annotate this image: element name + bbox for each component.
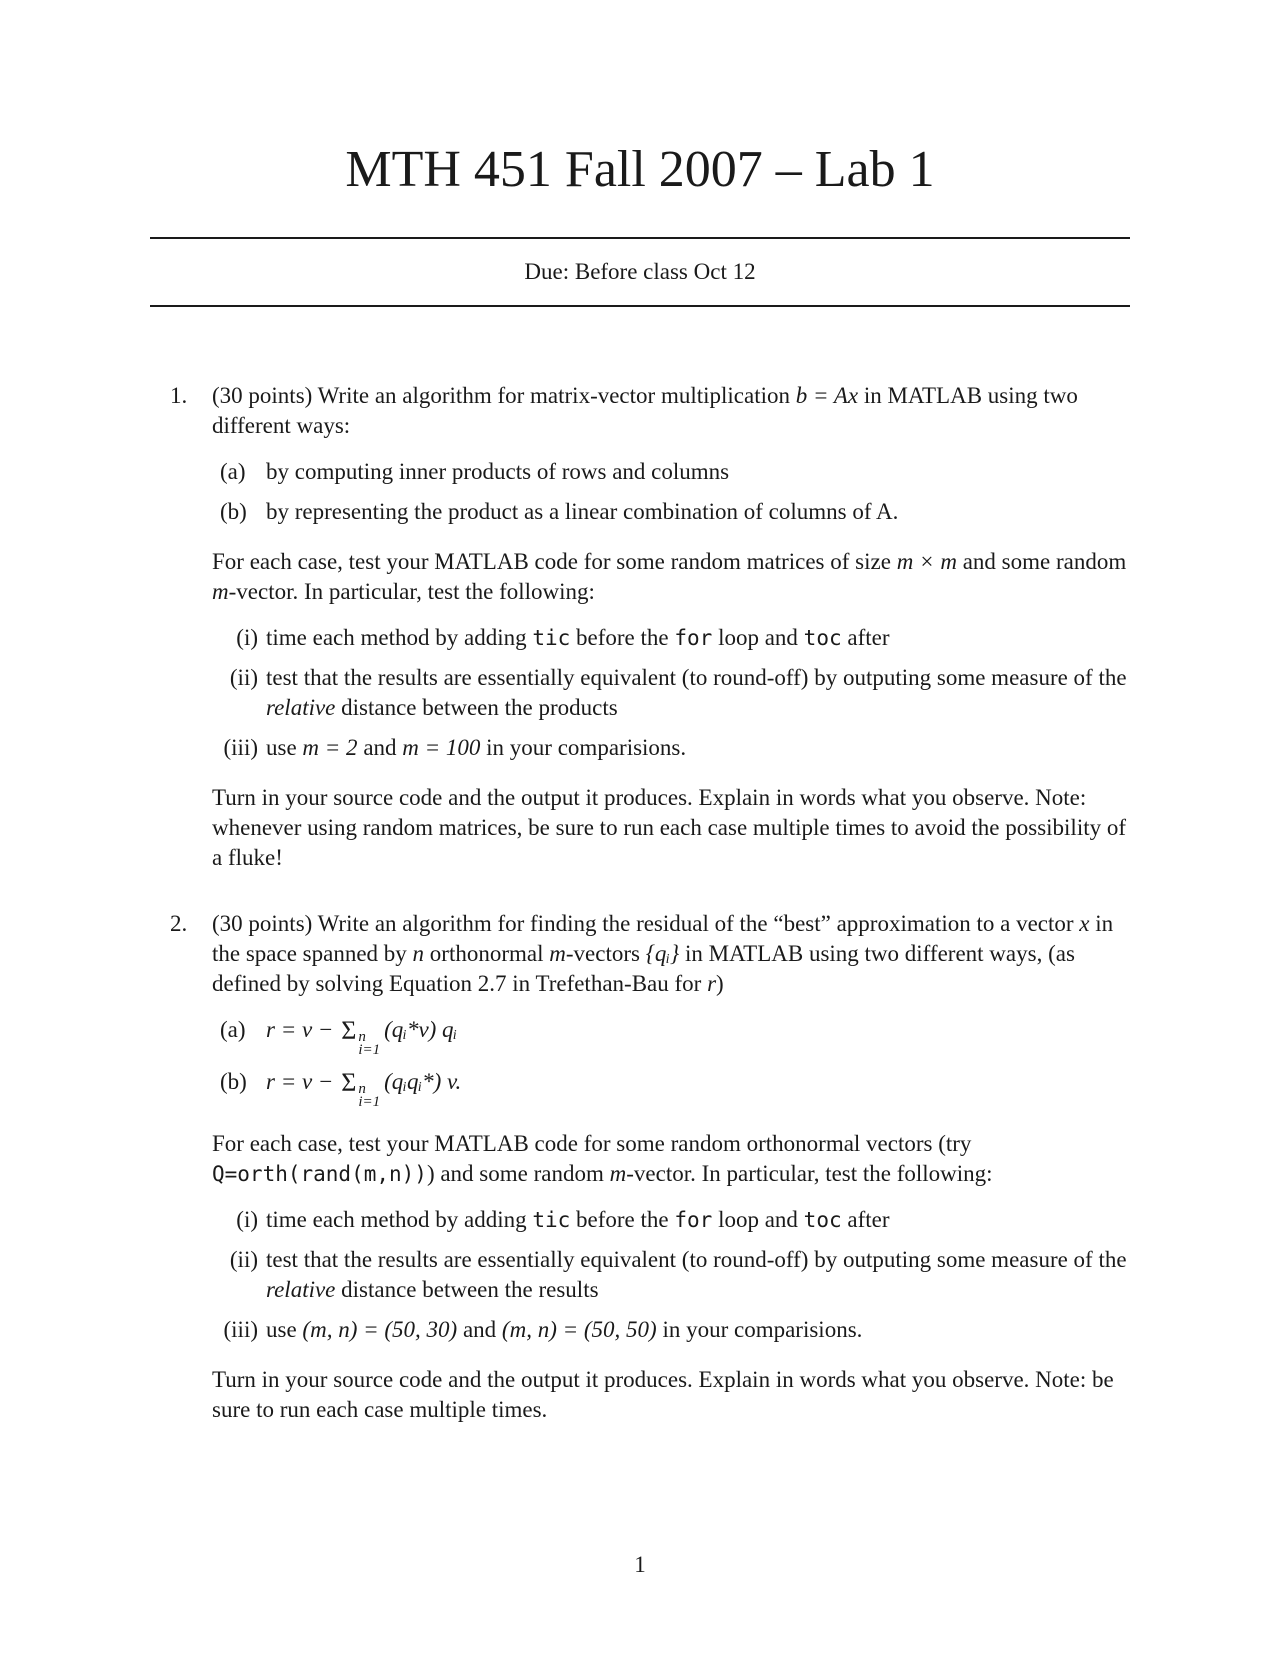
test-instructions: For each case, test your MATLAB code for some random matrices of size m × m and some random m-vector. In particular, test the following: [212, 549, 1127, 604]
problem-body [212, 909, 1130, 1425]
list-item: (a) by computing inner products of rows and columns [220, 459, 730, 484]
code-snippet: Q=orth(rand(m,n)) [212, 1162, 427, 1186]
list-item: (i) time each method by adding tic before the for loop and toc after [236, 625, 890, 650]
list-item: (a) r = v − Σ n i=1 (qᵢ*v) qᵢ [220, 1016, 458, 1058]
page-number: 1 [634, 1552, 646, 1577]
closing-note: Turn in your source code and the output it produces. Explain in words what you observe. Note: whenever using random matrices, be sure to run each case multiple times to avoid the possibility of a fluke! [212, 785, 1127, 870]
list-item: (b) by representing the product as a linear combination of columns of A. [220, 499, 899, 524]
list-item: (b) r = v − Σ n i=1 (qᵢqᵢ*) v. [220, 1068, 462, 1110]
inline-math: b = Ax [795, 383, 859, 408]
list-item: (iii) use (m, n) = (50, 30) and (m, n) = (50, 50) in your comparisions. [223, 1317, 863, 1342]
summation-symbol: Σ [341, 1068, 357, 1097]
problem-1 [170, 381, 1130, 873]
formula-list [212, 1015, 1130, 1109]
summation-symbol: Σ [341, 1016, 357, 1045]
due-date: Due: Before class Oct 12 [524, 259, 756, 284]
list-item: (ii) test that the results are essentially equivalent (to round-off) by outputing some measure of the relative distance between the products [229, 665, 1127, 720]
test-instructions: For each case, test your MATLAB code for some random orthonormal vectors (try Q=orth(rand(m,n))) and some random m-vector. In particular, test the following: [212, 1131, 993, 1186]
test-list [212, 1205, 1130, 1345]
top-rule [150, 237, 1130, 239]
list-item: (i) time each method by adding tic before the for loop and toc after [236, 1207, 890, 1232]
list-item: (iii) use m = 2 and m = 100 in your comparisions. [223, 735, 687, 760]
document-title: MTH 451 Fall 2007 – Lab 1 [345, 141, 935, 198]
problem-2 [170, 909, 1130, 1425]
test-list [212, 623, 1130, 763]
problem-number: 2. [170, 911, 188, 936]
problem-intro: (30 points) Write an algorithm for finding the residual of the “best” approximation to a vector x in the space spanned by n orthonormal m-vectors {qᵢ} in MATLAB using two different ways, (as defined by solving Equation 2.7 in Trefethan-Bau for r) [212, 911, 1114, 996]
problem-intro: (30 points) Write an algorithm for matrix-vector multiplication b = Ax in MATLAB using two different ways: [212, 383, 1078, 438]
list-item: (ii) test that the results are essentially equivalent (to round-off) by outputing some measure of the relative distance between the results [229, 1247, 1127, 1302]
bottom-rule [150, 305, 1130, 307]
problem-number: 1. [170, 383, 188, 408]
closing-note: Turn in your source code and the output it produces. Explain in words what you observe. Note: be sure to run each case multiple times. [212, 1367, 1114, 1422]
method-list [212, 457, 1130, 527]
problem-body [212, 381, 1130, 873]
